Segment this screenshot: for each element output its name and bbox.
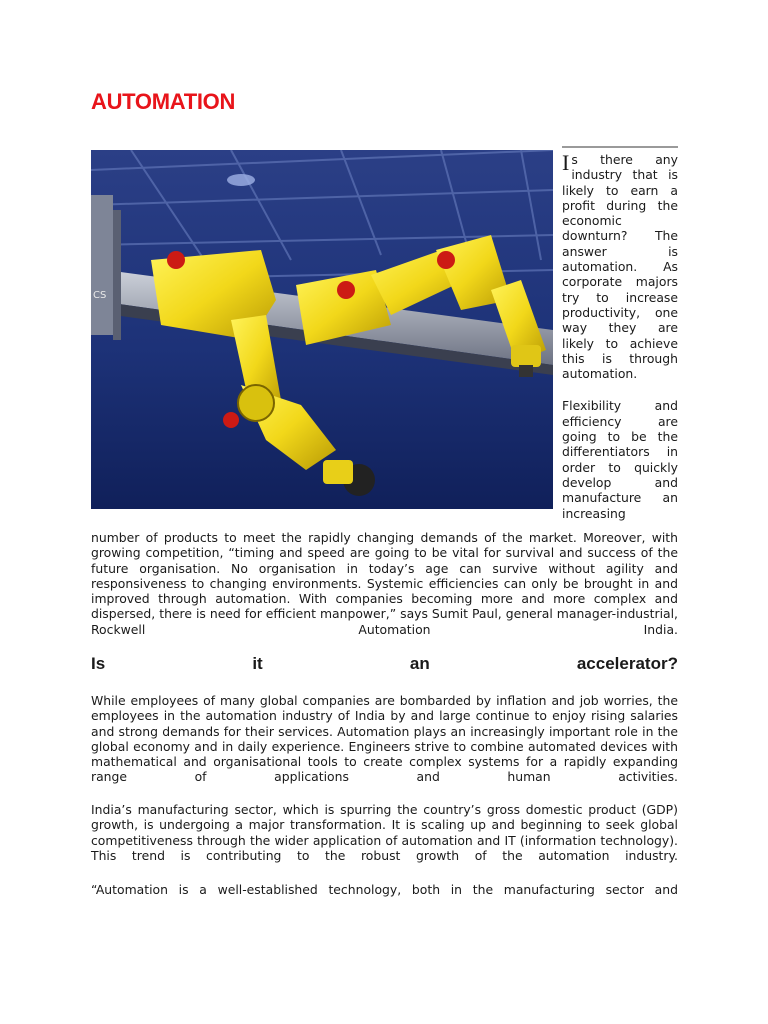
robot-arms-photo: [91, 150, 553, 509]
body-paragraph-4: “Automation is a well-established technology, both in the manufacturing sector and: [91, 882, 678, 897]
drop-cap: I: [562, 150, 570, 175]
body-paragraph-1-continued: number of products to meet the rapidly changing demands of the market. Moreover, with growing competition, “timing and speed are going to be vital for survival and success of the future organisation. No organisation in today’s age can survive without agility and responsiveness to changing environments. Systemic efficiencies can only be brought in and improved through automation. With companies becoming more and more complex and dispersed, there is need for efficient manpower,” says Sumit Paul, general manager-industrial, Rockwell Automation India.: [91, 530, 678, 637]
heading-word: it: [252, 654, 263, 673]
heading-word: accelerator?: [576, 654, 678, 673]
column-divider-rule: [562, 146, 678, 148]
body-paragraph-3: India’s manufacturing sector, which is spurring the country’s gross domestic product (GDP) growth, is undergoing a major transformation. It is scaling up and beginning to seek global competitiveness through the wider application of automation and IT (information technology). This trend is contributing to the robust growth of the automation industry.: [91, 802, 678, 863]
side-paragraph-1-text: s there any industry that is likely to earn a profit during the economic downturn? The answer is automation. As corporate majors try to increase productivity, one way they are likely to achieve this is through automation.: [562, 152, 678, 382]
side-paragraph-2: Flexibility and efficiency are going to be the differentiators in order to quickly develop and manufacture an increasing: [562, 398, 678, 521]
svg-text:CS: CS: [93, 290, 107, 301]
page-title: AUTOMATION: [91, 89, 236, 114]
heading-word: Is: [91, 654, 106, 673]
side-column: [562, 152, 678, 521]
body-paragraph-2: While employees of many global companies are bombarded by inflation and job worries, the employees in the automation industry of India by and large continue to enjoy rising salaries and strong demands for their services. Automation plays an increasingly important role in the global economy and in daily experience. Engineers strive to combine automated devices with mathematical and organisational tools to create complex systems for a rapidly expanding range of applications and human activities.: [91, 693, 678, 785]
section-heading: [91, 654, 678, 674]
side-paragraph-1: [562, 152, 678, 381]
heading-word: an: [409, 654, 430, 673]
